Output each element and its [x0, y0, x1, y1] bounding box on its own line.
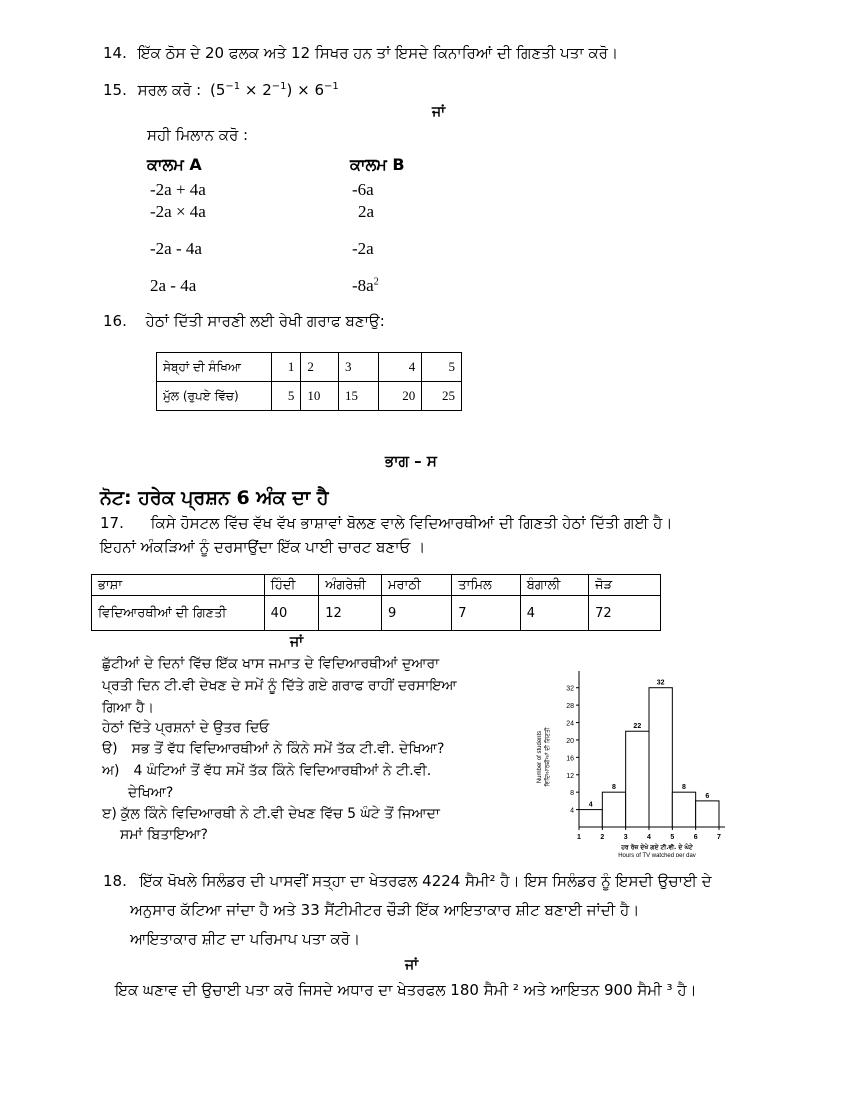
bar-data-label: 32 — [656, 679, 665, 687]
table-cell: 1 — [271, 353, 300, 382]
paragraph-line: ਪ੍ਰਤੀ ਦਿਨ ਟੀ.ਵੀ ਦੇਖਣ ਦੇ ਸਮੇਂ ਨੂੰ ਦਿੱਤੇ ਗਏ ਗਰਾਫ ਰਾਹੀਂ ਦਰਸਾਇਆ — [102, 678, 457, 694]
x-tick-label: 1 — [577, 834, 581, 841]
question-15 — [103, 81, 339, 99]
table-cell: 72 — [589, 596, 661, 631]
question-text-line: ਆਇਤਾਕਾਰ ਸ਼ੀਟ ਦਾ ਪਰਿਮਾਪ ਪਤਾ ਕਰੋ। — [130, 930, 361, 948]
y-axis-label-pa: ਵਿਦਿਆਰਥੀਆਂ ਦੀ ਗਿਣਤੀ — [544, 727, 551, 787]
bar-data-label: 8 — [612, 784, 616, 792]
question-number: 14. — [103, 44, 127, 62]
table-cell: 10 — [301, 382, 339, 411]
table-cell: 25 — [422, 382, 462, 411]
histogram-bar — [696, 801, 719, 827]
table-header-cell: ਜੋੜ — [589, 575, 661, 596]
bar-data-label: 4 — [588, 801, 593, 809]
languages-table — [91, 574, 661, 631]
question-text-line: ਇਕ ਘਣਾਵ ਦੀ ਉਚਾਈ ਪਤਾ ਕਰੋ ਜਿਸਦੇ ਅਧਾਰ ਦਾ ਖੇਤਰਫਲ 180 ਸੈਮੀ ² ਅਤੇ ਆਇਤਨ 900 ਸੈਮੀ ³ ਹੈ। — [115, 981, 697, 999]
table-cell: 15 — [338, 382, 378, 411]
or-label: ਜਾਂ — [405, 957, 419, 973]
question-prefix: ਸਰਲ ਕਰੋ : — [137, 81, 202, 99]
column-b-item: -2a — [352, 239, 374, 258]
y-tick-label: 24 — [566, 720, 574, 728]
table-cell: 20 — [378, 382, 422, 411]
y-axis-label: Number of students — [537, 730, 543, 784]
section-note: ਨੋਟ: ਹਰੇਕ ਪ੍ਰਸ਼ਨ 6 ਅੰਕ ਦਾ ਹੈ — [100, 487, 329, 509]
table-cell: 4 — [378, 353, 422, 382]
x-axis-label: Hours of TV watched per day — [618, 853, 696, 857]
y-tick-label: 16 — [566, 755, 574, 763]
section-title: ਭਾਗ – ਸ — [385, 452, 437, 470]
y-tick-label: 8 — [570, 790, 574, 798]
row-label: ਸੇਬ੍ਹਾਂ ਦੀ ਸੰਖਿਆ — [157, 353, 272, 382]
paragraph-line: ਹੇਠਾਂ ਦਿੱਤੇ ਪ੍ਰਸ਼ਨਾਂ ਦੇ ਉਤਰ ਦਿਓ — [102, 720, 270, 736]
table-cell: 5 — [271, 382, 300, 411]
table-cell: 7 — [452, 596, 520, 631]
column-b-heading: ਕਾਲਮ B — [350, 155, 405, 174]
table-cell: 12 — [319, 596, 382, 631]
table-cell: 5 — [422, 353, 462, 382]
question-number: 15. — [103, 81, 127, 99]
table-header-cell: ਬੰਗਾਲੀ — [520, 575, 588, 596]
histogram-bar — [602, 792, 625, 827]
apples-table — [156, 352, 462, 411]
column-b-item: $-8a^2$ — [352, 276, 379, 295]
question-number: 18. — [103, 872, 127, 890]
y-tick-label: 28 — [566, 703, 574, 711]
x-tick-label: 5 — [670, 834, 675, 841]
column-b-item: -6a — [352, 180, 374, 199]
paragraph-line: ਛੁੱਟੀਆਂ ਦੇ ਦਿਨਾਂ ਵਿੱਚ ਇੱਕ ਖਾਸ ਜਮਾਤ ਦੇ ਵਿਦਿਆਰਥੀਆਂ ਦੁਆਰਾ — [102, 656, 440, 672]
or-label: ਜਾਂ — [290, 634, 304, 650]
histogram-bar — [649, 688, 672, 827]
bar-data-label: 8 — [682, 784, 686, 792]
row-label: ਮੁੱਲ (ਰੁਪਏ ਵਿੱਚ) — [157, 382, 272, 411]
table-header-cell: ਤਾਮਿਲ — [452, 575, 520, 596]
question-18 — [103, 872, 712, 890]
question-16 — [103, 312, 385, 330]
histogram-bar — [672, 792, 695, 827]
x-tick-label: 6 — [693, 834, 698, 841]
question-text: ਹੇਠਾਂ ਦਿੱਤੀ ਸਾਰਣੀ ਲਈ ਰੇਖੀ ਗਰਾਫ ਬਣਾਉ: — [145, 312, 385, 330]
table-header-cell: ਹਿੰਦੀ — [264, 575, 319, 596]
column-a-item: 2a - 4a — [150, 276, 197, 295]
sub-question-a: ੳ) ਸਭ ਤੋਂ ਵੱਧ ਵਿਦਿਆਰਥੀਆਂ ਨੇ ਕਿੰਨੇ ਸਮੇਂ ਤੱਕ ਟੀ.ਵੀ. ਦੇਖਿਆ? — [102, 741, 445, 757]
sub-question-b: ਅ) 4 ਘੰਟਿਆਂ ਤੋਂ ਵੱਧ ਸਮੇਂ ਤੱਕ ਕਿੰਨੇ ਵਿਦਿਆਰਥੀਆਂ ਨੇ ਟੀ.ਵੀ. — [102, 763, 432, 779]
x-tick-label: 7 — [717, 834, 721, 841]
question-17 — [100, 514, 672, 532]
math-expression: $(5^{-1} \times 2^{-1}) \times 6^{-1}$ — [209, 81, 339, 99]
sub-question-c: ੲ) ਕੁੱਲ ਕਿੰਨੇ ਵਿਦਿਆਰਥੀ ਨੇ ਟੀ.ਵੀ ਦੇਖਣ ਵਿੱਚ 5 ਘੰਟੇ ਤੋਂ ਜਿਆਦਾ — [102, 806, 440, 822]
bar-data-label: 6 — [705, 792, 710, 800]
column-a-item: -2a + 4a — [150, 180, 206, 199]
question-text: ਇੱਕ ਠੋਸ ਦੇ 20 ਫਲਕ ਅਤੇ 12 ਸਿਖਰ ਹਨ ਤਾਂ ਇਸਦੇ ਕਿਨਾਰਿਆਂ ਦੀ ਗਿਣਤੀ ਪਤਾ ਕਰੋ। — [137, 44, 619, 62]
bar-data-label: 22 — [633, 723, 642, 731]
match-title: ਸਹੀ ਮਿਲਾਨ ਕਰੋ : — [147, 126, 249, 144]
x-axis-label-pa: ਹਰ ਰੋਜ਼ ਦੇਖੇ ਗਏ ਟੀ.ਵੀ. ਦੇ ਘੰਟੇ — [621, 844, 693, 851]
question-text-line: ਅਨੁਸਾਰ ਕੱਟਿਆ ਜਾਂਦਾ ਹੈ ਅਤੇ 33 ਸੈਂਟੀਮੀਟਰ ਚੌੜੀ ਇੱਕ ਆਇਤਾਕਾਰ ਸ਼ੀਟ ਬਣਾਈ ਜਾਂਦੀ ਹੈ। — [130, 901, 640, 919]
table-header-cell: ਭਾਸ਼ਾ — [92, 575, 265, 596]
x-tick-label: 4 — [647, 834, 651, 841]
table-cell: ਵਿਦਿਆਰਥੀਆਂ ਦੀ ਗਿਣਤੀ — [92, 596, 265, 631]
y-tick-label: 32 — [566, 685, 574, 693]
table-header-cell: ਮਰਾਠੀ — [381, 575, 451, 596]
column-a-item: -2a × 4a — [150, 202, 206, 221]
table-cell: 2 — [301, 353, 339, 382]
tv-hours-histogram — [533, 667, 733, 857]
table-cell: 3 — [338, 353, 378, 382]
histogram-bar — [626, 731, 649, 827]
or-label: ਜਾਂ — [432, 104, 446, 120]
paragraph-line: ਗਿਆ ਹੈ। — [102, 700, 154, 716]
y-tick-label: 12 — [566, 772, 574, 780]
table-header-cell: ਅੰਗਰੇਜ਼ੀ — [319, 575, 382, 596]
table-cell: 40 — [264, 596, 319, 631]
x-tick-label: 2 — [600, 834, 605, 841]
y-tick-label: 20 — [566, 737, 574, 745]
table-cell: 4 — [520, 596, 588, 631]
column-a-item: -2a - 4a — [150, 239, 202, 258]
question-text: ਕਿਸੇ ਹੋਸਟਲ ਵਿੱਚ ਵੱਖ ਵੱਖ ਭਾਸ਼ਾਵਾਂ ਬੋਲਣ ਵਾਲੇ ਵਿਦਿਆਰਥੀਆਂ ਦੀ ਗਿਣਤੀ ਹੇਠਾਂ ਦਿੱਤੀ ਗਈ ਹੈ। — [150, 514, 673, 532]
question-text: ਇੱਕ ਖੋਖਲੇ ਸਿਲੰਡਰ ਦੀ ਪਾਸਵੀਂ ਸਤ੍ਹਾ ਦਾ ਖੇਤਰਫਲ 4224 ਸੈਮੀ² ਹੈ। ਇਸ ਸਿਲੰਡਰ ਨੂੰ ਇਸਦੀ ਉਚਾਈ ਦੇ — [139, 872, 712, 890]
question-14 — [103, 44, 618, 62]
column-b-item: 2a — [358, 202, 375, 221]
x-tick-label: 3 — [623, 834, 628, 841]
table-cell: 9 — [381, 596, 451, 631]
question-number: 16. — [103, 312, 127, 330]
histogram-bar — [579, 810, 602, 827]
question-number: 17. — [100, 514, 124, 532]
sub-question-b-cont: ਦੇਖਿਆ? — [128, 785, 174, 801]
question-text-line: ਇਹਨਾਂ ਅੰਕੜਿਆਂ ਨੂੰ ਦਰਸਾਉਂਦਾ ਇੱਕ ਪਾਈ ਚਾਰਟ ਬਣਾਓ । — [100, 538, 426, 556]
sub-question-c-cont: ਸਮਾਂ ਬਿਤਾਇਆ? — [120, 827, 208, 843]
y-tick-label: 4 — [570, 807, 574, 815]
column-a-heading: ਕਾਲਮ A — [147, 155, 202, 174]
